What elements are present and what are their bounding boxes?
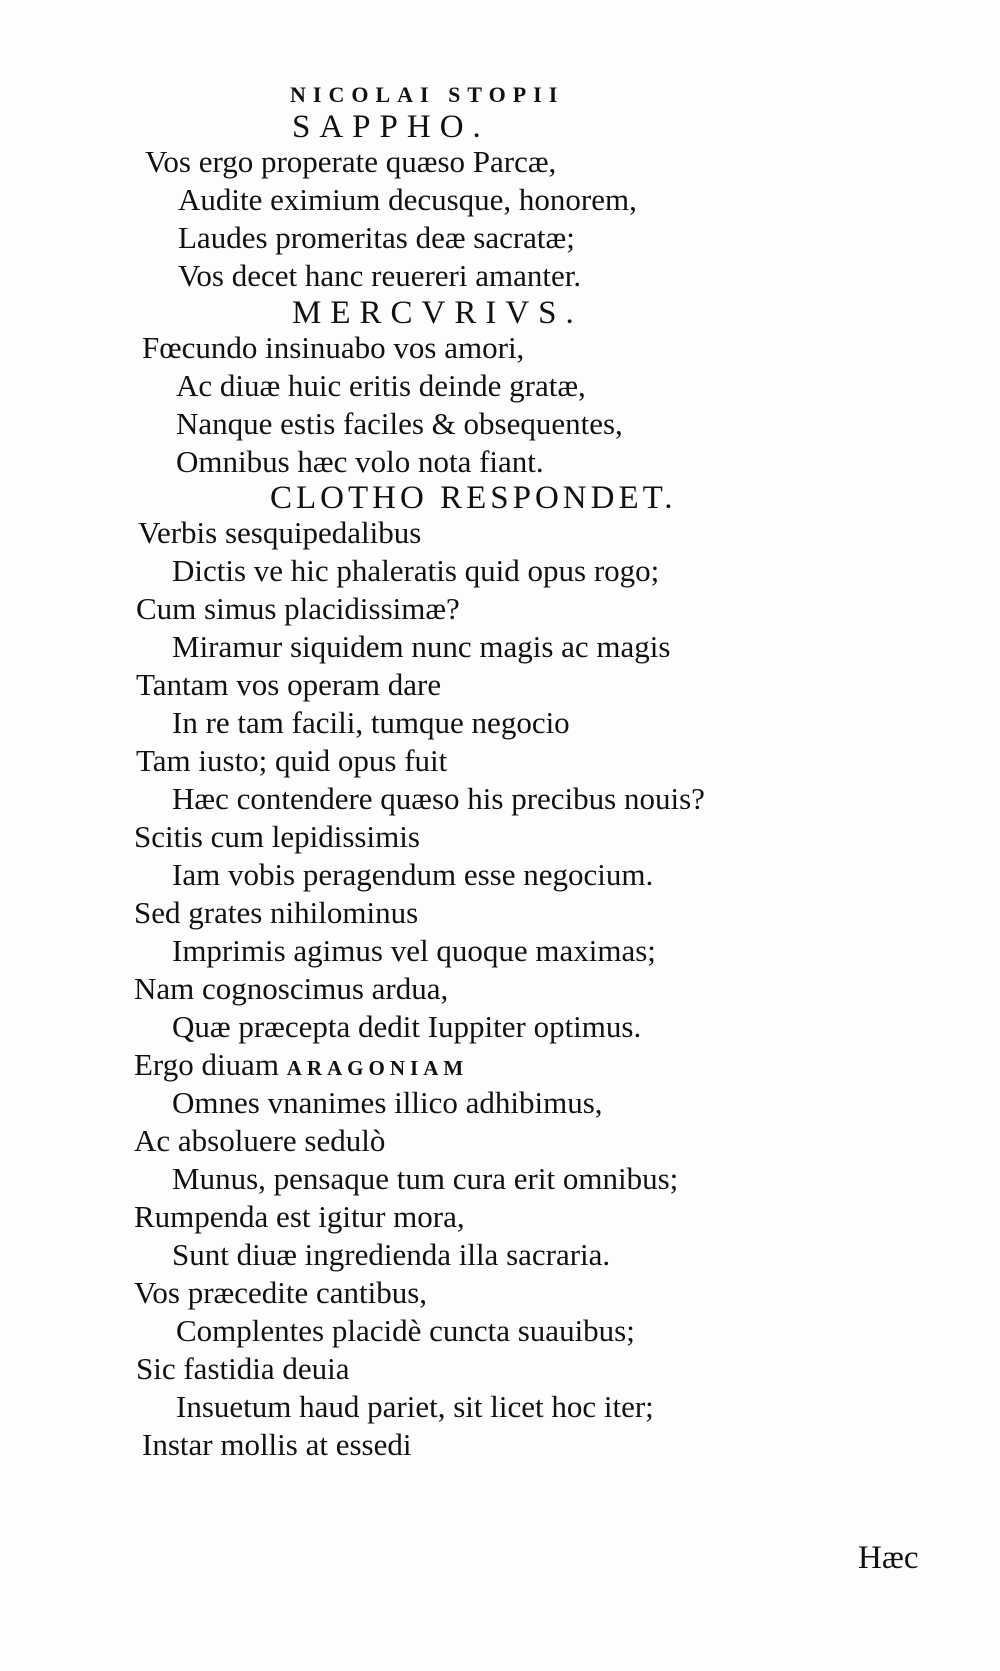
- verse-line: Rumpenda est igitur mora,: [134, 1199, 465, 1234]
- verse-line: Insuetum haud pariet, sit licet hoc iter;: [176, 1389, 654, 1424]
- verse-line: Nam cognoscimus ardua,: [134, 971, 449, 1006]
- verse-line: Tam iusto; quid opus fuit: [136, 743, 448, 778]
- verse-line: Dictis ve hic phaleratis quid opus rogo;: [172, 553, 660, 588]
- catchword: Hæc: [858, 1540, 919, 1576]
- running-head: NICOLAI STOPII: [290, 82, 565, 107]
- verse-line: Sic fastidia deuia: [136, 1351, 350, 1386]
- verse-line: Hæc contendere quæso his precibus nouis?: [172, 781, 705, 816]
- proper-name-smallcaps: ARAGONIAM: [286, 1056, 469, 1080]
- verse-line: Omnibus hæc volo nota fiant.: [176, 444, 544, 479]
- verse-line: Laudes promeritas deæ sacratæ;: [178, 220, 575, 255]
- speaker-heading: SAPPHO.: [292, 109, 490, 145]
- speaker-heading: CLOTHO RESPONDET.: [270, 480, 677, 516]
- verse-line: Ac diuæ huic eritis deinde gratæ,: [176, 368, 586, 403]
- verse-line: Iam vobis peragendum esse negocium.: [172, 857, 654, 892]
- verse-line: In re tam facili, tumque negocio: [172, 705, 570, 740]
- verse-line: Munus, pensaque tum cura erit omnibus;: [172, 1161, 679, 1196]
- verse-line: Tantam vos operam dare: [136, 667, 442, 702]
- verse-line: Vos decet hanc reuereri amanter.: [178, 258, 582, 293]
- verse-line: Vos ergo properate quæso Parcæ,: [145, 144, 557, 179]
- verse-line: Quæ præcepta dedit Iuppiter optimus.: [172, 1009, 642, 1044]
- verse-line: Scitis cum lepidissimis: [134, 819, 420, 854]
- verse-line: Imprimis agimus vel quoque maximas;: [172, 933, 656, 968]
- verse-line: Sunt diuæ ingredienda illa sacraria.: [172, 1237, 611, 1272]
- verse-line: Fœcundo insinuabo vos amori,: [142, 330, 525, 365]
- verse-line: Instar mollis at essedi: [142, 1427, 412, 1462]
- verse-line: [134, 1046, 468, 1087]
- verse-line: Omnes vnanimes illico adhibimus,: [172, 1085, 603, 1120]
- verse-line: Vos præcedite cantibus,: [134, 1275, 428, 1310]
- verse-line: Complentes placidè cuncta suauibus;: [176, 1313, 635, 1348]
- verse-line: Nanque estis faciles & obsequentes,: [176, 406, 623, 441]
- verse-line: Audite eximium decusque, honorem,: [178, 182, 637, 217]
- verse-line: Verbis sesquipedalibus: [138, 515, 422, 550]
- verse-line: Miramur siquidem nunc magis ac magis: [172, 629, 671, 664]
- verse-line: Sed grates nihilominus: [134, 895, 419, 930]
- verse-text: Ergo diuam: [134, 1047, 279, 1082]
- speaker-heading: MERCVRIVS.: [292, 295, 583, 331]
- verse-line: Ac absoluere sedulò: [134, 1123, 386, 1158]
- verse-line: Cum simus placidissimæ?: [136, 591, 460, 626]
